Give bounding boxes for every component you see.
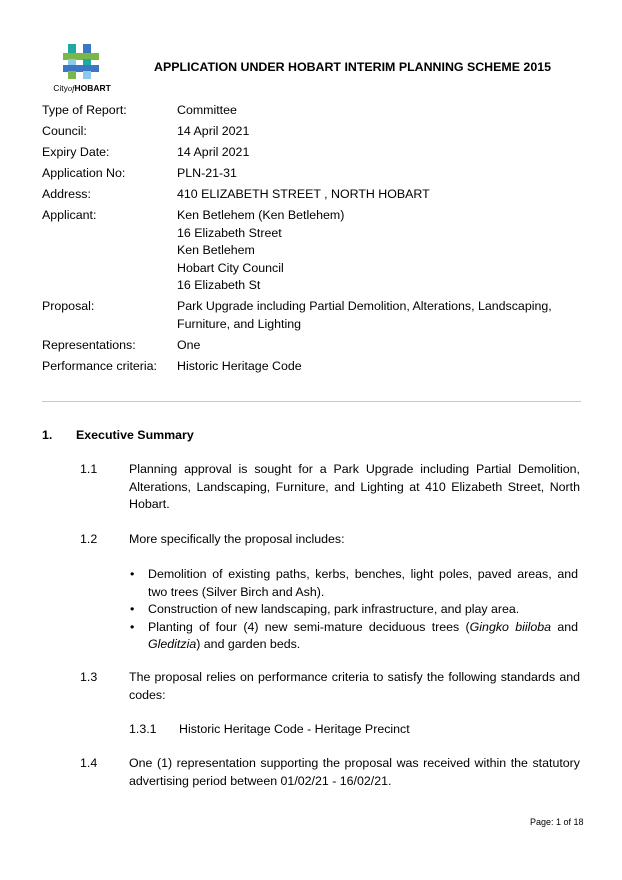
detail-label: Expiry Date: — [42, 145, 110, 159]
bullet-icon: • — [130, 567, 135, 581]
paragraph-1-4 — [80, 755, 580, 790]
applicant-line: Ken Betlehem (Ken Betlehem) — [177, 208, 345, 222]
paragraph-1-3 — [80, 669, 580, 704]
hobart-cross-icon — [63, 44, 99, 80]
detail-value: One — [177, 337, 201, 352]
paragraph-1-2 — [80, 531, 580, 549]
proposal-line: Park Upgrade including Partial Demolition, Alterations, Landscaping, — [177, 299, 552, 313]
detail-row-expiry-date — [42, 144, 582, 162]
detail-value: Committee — [177, 103, 237, 117]
detail-row-applicant — [42, 207, 582, 295]
bullet-icon: • — [130, 619, 135, 634]
application-details — [42, 102, 582, 375]
applicant-line: Ken Betlehem — [177, 243, 255, 257]
detail-row-address — [42, 186, 582, 204]
bullet-text-start: Planting of four (4) new semi-mature deciduous trees ( — [148, 619, 470, 634]
detail-row-council — [42, 123, 582, 141]
detail-label: Type of Report: — [42, 103, 127, 117]
section-title: Executive Summary — [76, 428, 194, 442]
paragraph-number: 1.4 — [80, 756, 98, 770]
paragraph-text: More specifically the proposal includes: — [129, 532, 345, 546]
species-name: Gingko biiloba — [469, 619, 552, 634]
detail-label: Proposal: — [42, 299, 95, 313]
paragraph-number: 1.2 — [80, 532, 98, 546]
horizontal-divider — [42, 401, 581, 402]
paragraph-number: 1.3 — [80, 670, 98, 684]
detail-label: Application No: — [42, 166, 126, 180]
logo-wordmark: CityofHOBART — [53, 83, 111, 93]
paragraph-text: One (1) representation supporting the proposal was received within the statutory advertising period between 01/02/21 - 16/02/21. — [129, 756, 580, 788]
bullet-text-mid: and — [551, 619, 578, 634]
detail-label: Performance criteria: — [42, 358, 157, 373]
detail-label: Representations: — [42, 337, 136, 352]
bullet-icon: • — [130, 602, 135, 616]
applicant-line: Hobart City Council — [177, 260, 284, 275]
bullet-text: Construction of new landscaping, park infrastructure, and play area. — [148, 602, 520, 616]
detail-value — [177, 207, 582, 295]
paragraph-1-3-1 — [129, 721, 410, 739]
section-number: 1. — [42, 428, 53, 442]
list-item — [128, 566, 578, 601]
paragraph-text: The proposal relies on performance criteria to satisfy the following standards and codes: — [129, 670, 580, 702]
detail-value: Historic Heritage Code — [177, 358, 302, 373]
detail-row-type-of-report — [42, 102, 582, 120]
detail-value: 14 April 2021 — [177, 145, 250, 159]
detail-label: Applicant: — [42, 208, 97, 222]
detail-value: 410 ELIZABETH STREET , NORTH HOBART — [177, 187, 430, 201]
detail-row-proposal — [42, 298, 582, 333]
detail-value — [177, 298, 582, 333]
detail-row-representations — [42, 337, 582, 355]
detail-value: PLN-21-31 — [177, 166, 237, 180]
proposal-line: Furniture, and Lighting — [177, 316, 301, 331]
bullet-text: Demolition of existing paths, kerbs, benches, light poles, paved areas, and two trees (Silver Birch and Ash). — [148, 567, 578, 599]
section-heading — [42, 428, 194, 442]
species-name: Gleditzia — [148, 637, 197, 651]
proposal-bullet-list — [128, 566, 578, 654]
city-of-hobart-logo — [46, 44, 118, 96]
list-item — [128, 619, 578, 654]
detail-row-application-no — [42, 165, 582, 183]
bullet-text-end: ) and garden beds. — [196, 637, 301, 651]
applicant-line: 16 Elizabeth Street — [177, 225, 282, 240]
list-item — [128, 601, 578, 619]
document-title: APPLICATION UNDER HOBART INTERIM PLANNING SCHEME 2015 — [154, 60, 551, 74]
detail-label: Address: — [42, 187, 91, 201]
paragraph-1-1 — [80, 461, 580, 514]
paragraph-text: Planning approval is sought for a Park Upgrade including Partial Demolition, Alterations, Landscaping, Furniture, and Lighting at 410 Elizabeth Street, North Hobart. — [129, 462, 580, 511]
applicant-line: 16 Elizabeth St — [177, 278, 261, 292]
paragraph-number: 1.1 — [80, 462, 98, 476]
paragraph-text: Historic Heritage Code - Heritage Precinct — [179, 722, 410, 736]
detail-label: Council: — [42, 124, 87, 138]
page-number: Page: 1 of 18 — [530, 817, 584, 827]
detail-row-performance-criteria — [42, 358, 582, 376]
paragraph-number: 1.3.1 — [129, 722, 157, 736]
detail-value: 14 April 2021 — [177, 124, 250, 138]
